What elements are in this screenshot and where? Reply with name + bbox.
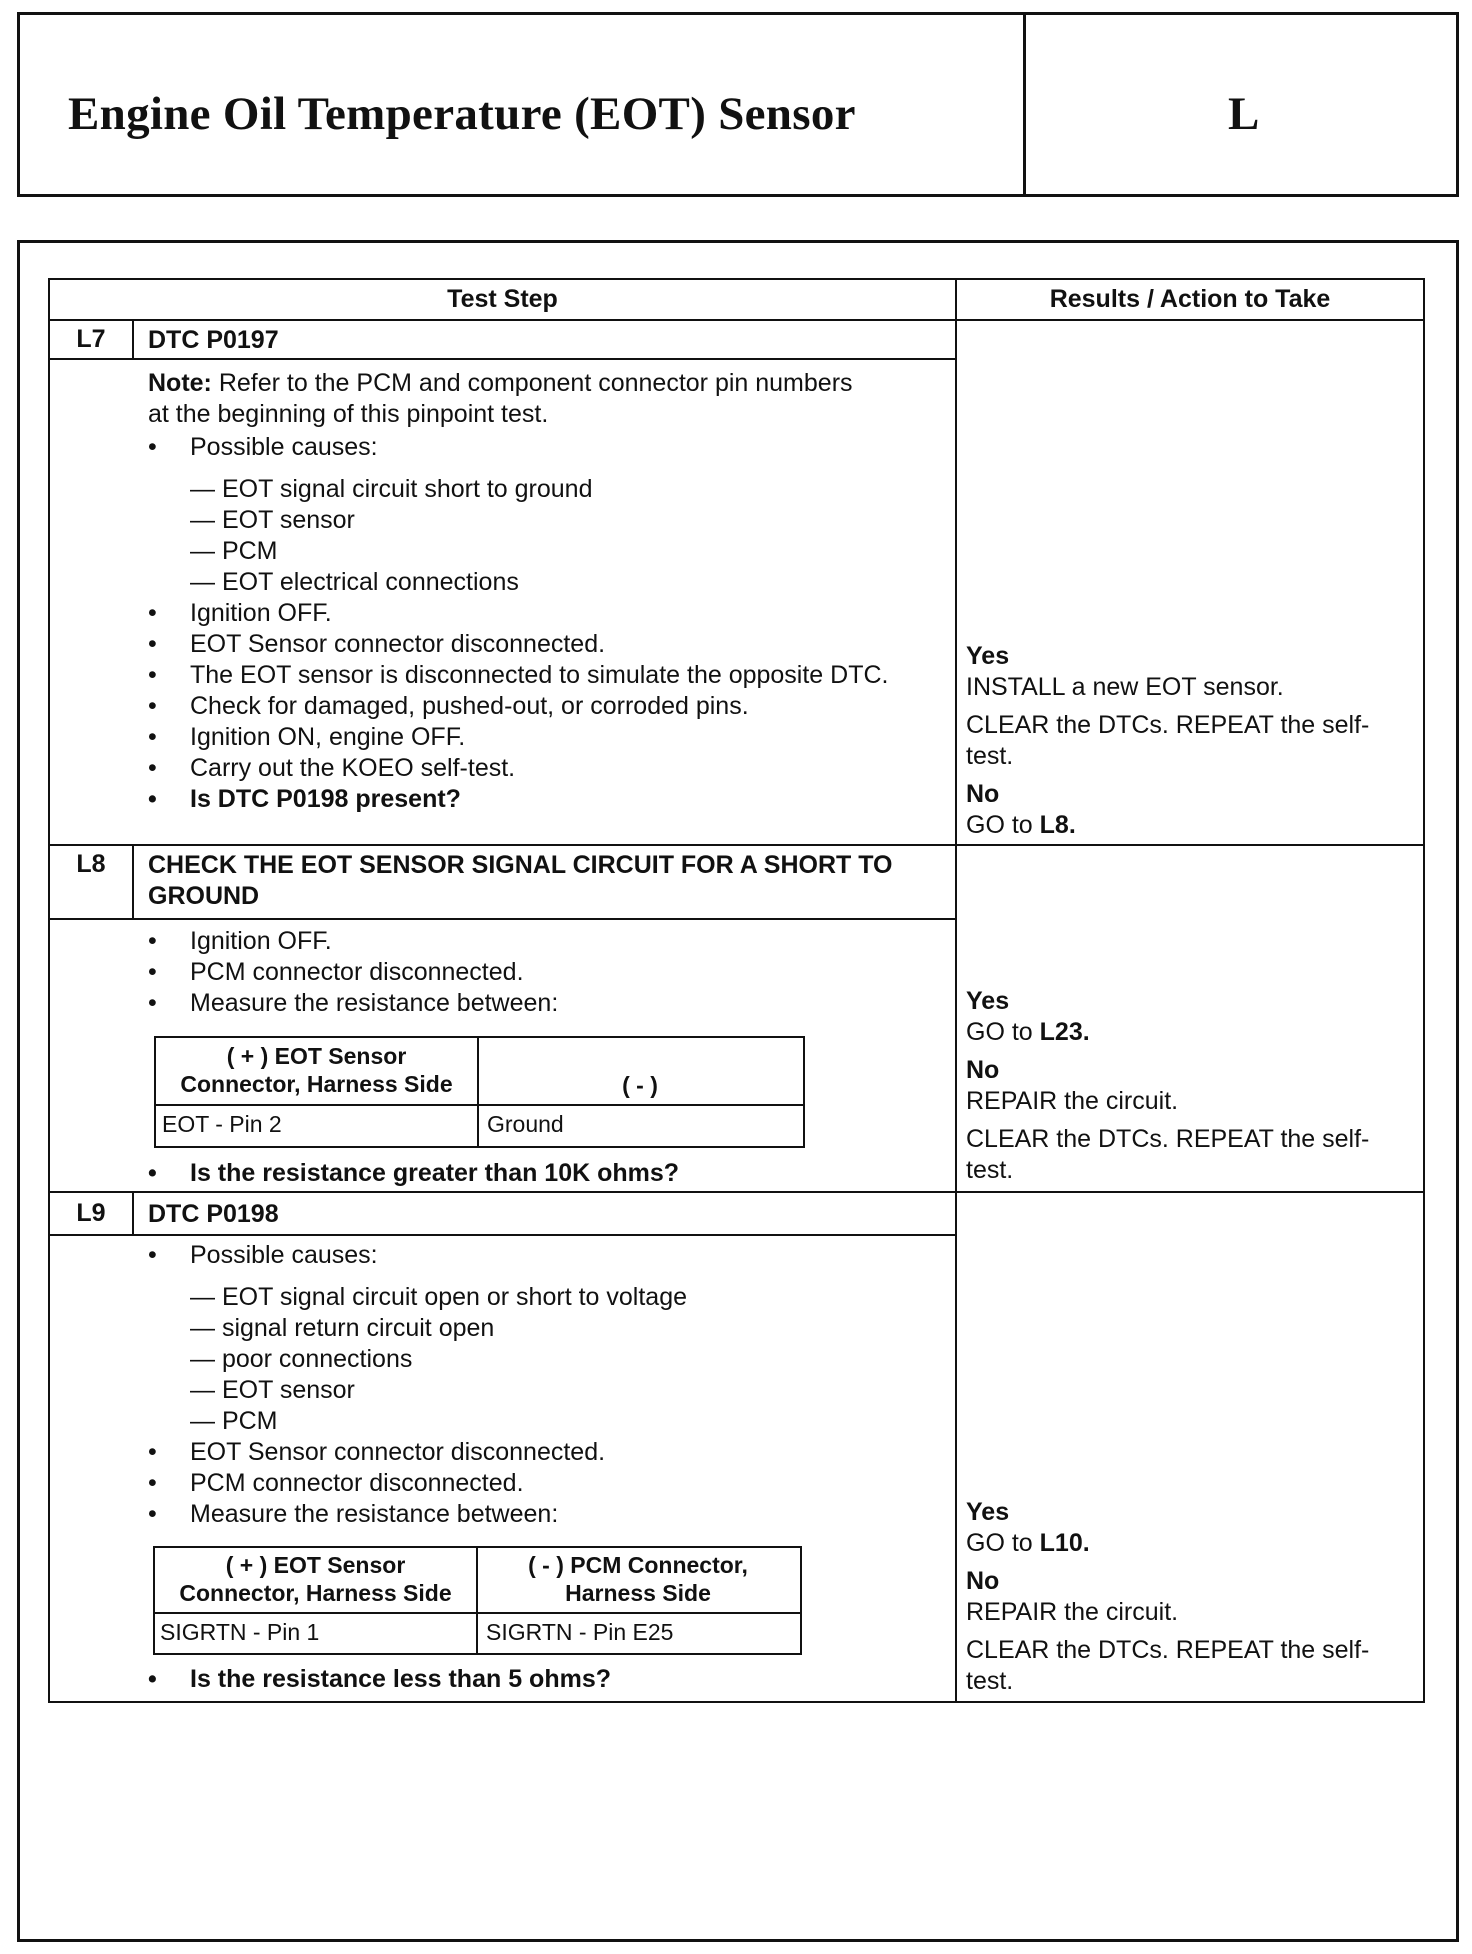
no-action: REPAIR the circuit. bbox=[966, 1598, 1179, 1626]
note-text: Refer to the PCM and component connector pin numbers at the beginning of this pinpoint test. bbox=[148, 369, 853, 428]
table-header: ( - ) bbox=[477, 1038, 803, 1106]
goto-link-l10[interactable]: L10. bbox=[1039, 1529, 1090, 1557]
goto-prefix: GO to bbox=[966, 1018, 1040, 1046]
list-item: • Possible causes: bbox=[148, 432, 948, 463]
yes-action bbox=[966, 1528, 1416, 1559]
step-body-l7 bbox=[48, 358, 957, 846]
yes-action: INSTALL a new EOT sensor. bbox=[966, 673, 1284, 701]
table-header: ( + ) EOT Sensor Connector, Harness Side bbox=[156, 1038, 479, 1106]
yes-action: CLEAR the DTCs. REPEAT the self-test. bbox=[966, 711, 1370, 770]
resistance-table-l8 bbox=[154, 1036, 805, 1148]
column-header-results: Results / Action to Take bbox=[955, 278, 1425, 321]
goto-link-l23[interactable]: L23. bbox=[1039, 1018, 1090, 1046]
table-cell: Ground bbox=[487, 1111, 564, 1137]
list-item: • Ignition OFF. bbox=[148, 598, 948, 629]
list-item: • Measure the resistance between: bbox=[148, 1499, 948, 1530]
table-header: ( + ) EOT Sensor Connector, Harness Side bbox=[155, 1548, 478, 1614]
no-label: No bbox=[966, 1056, 1000, 1084]
question-l9: • Is the resistance less than 5 ohms? bbox=[148, 1664, 948, 1695]
no-action bbox=[966, 810, 1416, 841]
result-cell-l7 bbox=[955, 319, 1425, 846]
no-action: CLEAR the DTCs. REPEAT the self-test. bbox=[966, 1636, 1370, 1695]
list-item: — PCM bbox=[190, 1407, 278, 1435]
list-item: — PCM bbox=[190, 537, 278, 565]
yes-label: Yes bbox=[966, 987, 1010, 1015]
list-item: — EOT signal circuit short to ground bbox=[190, 475, 593, 503]
list-item: — poor connections bbox=[190, 1345, 413, 1373]
section-letter: L bbox=[1228, 88, 1260, 140]
procedure-l8 bbox=[148, 926, 948, 1019]
step-body-l9 bbox=[48, 1234, 957, 1703]
question-l8: • Is the resistance greater than 10K ohms? bbox=[148, 1158, 948, 1189]
step-title-l9: DTC P0198 bbox=[132, 1191, 957, 1236]
list-item: • Measure the resistance between: bbox=[148, 988, 948, 1019]
resistance-table-l9 bbox=[153, 1546, 802, 1655]
table-cell: SIGRTN - Pin 1 bbox=[155, 1612, 478, 1653]
no-label: No bbox=[966, 1567, 1000, 1595]
column-header-test-step: Test Step bbox=[48, 278, 957, 321]
table-cell: EOT - Pin 2 bbox=[156, 1104, 479, 1146]
step-id-l7: L7 bbox=[48, 319, 134, 360]
list-item: • PCM connector disconnected. bbox=[148, 1468, 948, 1499]
list-item: — EOT signal circuit open or short to voltage bbox=[190, 1283, 687, 1311]
list-item: • PCM connector disconnected. bbox=[148, 957, 948, 988]
no-action: CLEAR the DTCs. REPEAT the self-test. bbox=[966, 1125, 1370, 1184]
page-title: Engine Oil Temperature (EOT) Sensor bbox=[68, 88, 856, 140]
no-action: REPAIR the circuit. bbox=[966, 1087, 1179, 1115]
note-l7 bbox=[148, 368, 868, 430]
yes-action bbox=[966, 1017, 1416, 1048]
step-body-l8 bbox=[48, 918, 957, 1193]
list-item: — EOT sensor bbox=[190, 506, 355, 534]
step-id-l8: L8 bbox=[48, 844, 134, 920]
result-cell-l9 bbox=[955, 1191, 1425, 1703]
list-item: — EOT sensor bbox=[190, 1376, 355, 1404]
goto-prefix: GO to bbox=[966, 1529, 1040, 1557]
list-item: • Carry out the KOEO self-test. bbox=[148, 753, 948, 784]
note-label: Note: bbox=[148, 369, 212, 397]
list-item: • Ignition OFF. bbox=[148, 926, 948, 957]
step-id-l9: L9 bbox=[48, 1191, 134, 1236]
procedure-l9 bbox=[148, 1240, 948, 1530]
list-item: • EOT Sensor connector disconnected. bbox=[148, 629, 948, 660]
list-item: • The EOT sensor is disconnected to simulate the opposite DTC. bbox=[148, 660, 948, 691]
procedure-l7 bbox=[148, 432, 948, 815]
list-item: • Possible causes: bbox=[148, 1240, 948, 1271]
goto-link-l8[interactable]: L8. bbox=[1039, 811, 1076, 839]
step-title-l7: DTC P0197 bbox=[132, 319, 957, 360]
table-cell: SIGRTN - Pin E25 bbox=[486, 1619, 674, 1645]
step-title-l8: CHECK THE EOT SENSOR SIGNAL CIRCUIT FOR A SHORT TO GROUND bbox=[132, 844, 957, 920]
question-l7: • Is DTC P0198 present? bbox=[148, 784, 948, 815]
header-divider bbox=[1023, 15, 1026, 194]
list-item: • Ignition ON, engine OFF. bbox=[148, 722, 948, 753]
result-cell-l8 bbox=[955, 844, 1425, 1193]
page-header bbox=[17, 12, 1459, 197]
list-item: — signal return circuit open bbox=[190, 1314, 495, 1342]
yes-label: Yes bbox=[966, 1498, 1010, 1526]
table-header: ( - ) PCM Connector, Harness Side bbox=[476, 1548, 800, 1614]
list-item: • EOT Sensor connector disconnected. bbox=[148, 1437, 948, 1468]
list-item: • Check for damaged, pushed-out, or corroded pins. bbox=[148, 691, 948, 722]
list-item: — EOT electrical connections bbox=[190, 568, 519, 596]
no-label: No bbox=[966, 780, 1000, 808]
yes-label: Yes bbox=[966, 642, 1010, 670]
goto-prefix: GO to bbox=[966, 811, 1040, 839]
